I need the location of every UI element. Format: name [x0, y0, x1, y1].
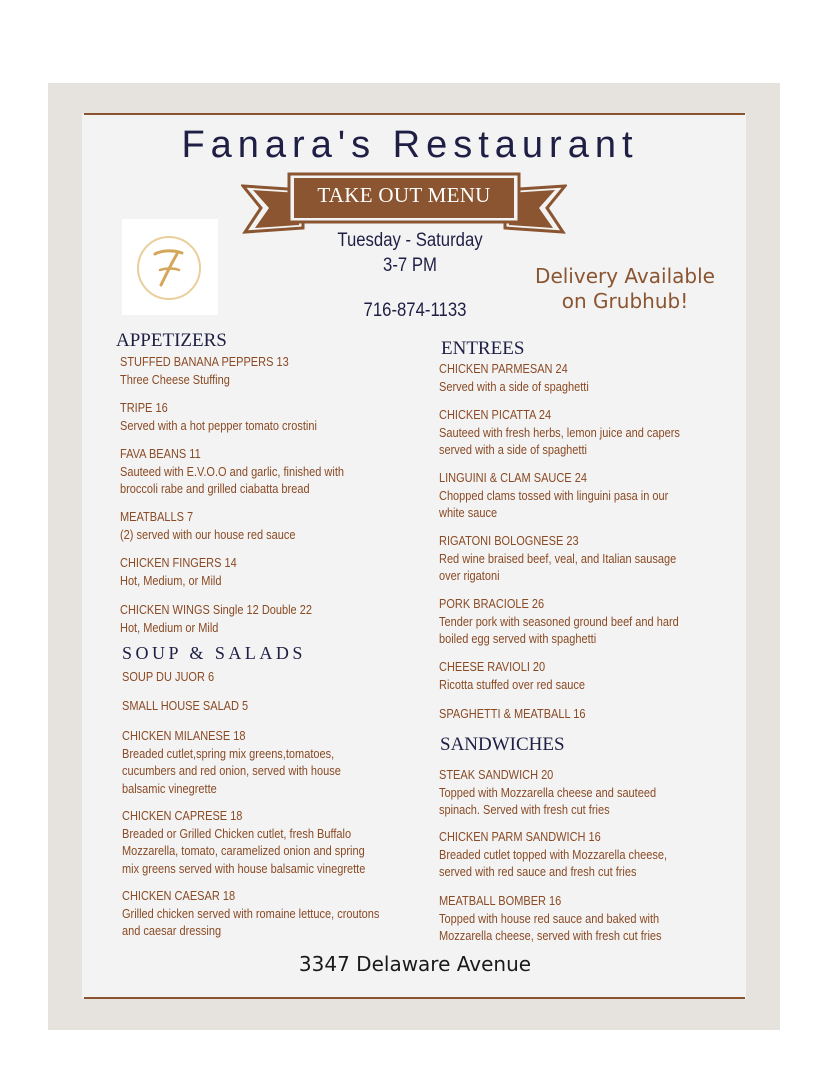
item-description: cucumbers and red onion, served with house [122, 764, 341, 778]
item-description: Breaded cutlet,spring mix greens,tomatoes, [122, 746, 335, 761]
menu-item [439, 893, 662, 946]
menu-item [120, 400, 317, 435]
item-description: Mozzarella cheese, served with fresh cut fries [439, 929, 662, 943]
item-description: over rigatoni [439, 569, 500, 583]
item-description: Breaded cutlet topped with Mozzarella cheese, [439, 847, 668, 862]
item-name: CHICKEN CAESAR 18 [122, 889, 236, 903]
item-description: spinach. Served with fresh cut fries [439, 803, 610, 817]
item-description: Mozzarella, tomato, caramelized onion and spring [122, 844, 365, 858]
item-name: TRIPE 16 [120, 401, 168, 415]
menu-item [120, 509, 295, 544]
item-name: MEATBALLS 7 [120, 510, 194, 524]
item-description: Served with a hot pepper tomato crostini [120, 418, 317, 433]
item-name: CHEESE RAVIOLI 20 [439, 660, 546, 674]
entrees-heading: ENTREES [441, 338, 525, 359]
item-name: SMALL HOUSE SALAD 5 [122, 699, 249, 713]
item-description: Ricotta stuffed over red sauce [439, 677, 585, 692]
f-monogram-icon [122, 219, 218, 315]
item-name: STUFFED BANANA PEPPERS 13 [120, 355, 289, 369]
item-description: white sauce [439, 506, 498, 520]
top-divider [84, 113, 745, 115]
menu-item [439, 407, 680, 460]
menu-item [439, 829, 667, 882]
item-description: Topped with Mozzarella cheese and sauteed [439, 785, 657, 800]
menu-item [122, 698, 248, 716]
menu-item [439, 596, 679, 649]
menu-item [439, 767, 656, 820]
item-description: boiled egg served with spaghetti [439, 632, 597, 646]
item-name: PORK BRACIOLE 26 [439, 597, 545, 611]
item-description: and caesar dressing [122, 924, 222, 938]
item-description: Sauteed with fresh herbs, lemon juice and capers [439, 425, 680, 440]
item-description: Hot, Medium, or Mild [120, 573, 222, 588]
item-description: Red wine braised beef, veal, and Italian sausage [439, 551, 677, 566]
menu-item [439, 361, 589, 396]
item-description: Breaded or Grilled Chicken cutlet, fresh Buffalo [122, 826, 352, 841]
item-description: broccoli rabe and grilled ciabatta bread [120, 482, 310, 496]
item-description: Topped with house red sauce and baked with [439, 911, 660, 926]
item-name: CHICKEN PARMESAN 24 [439, 362, 568, 376]
item-description: served with red sauce and fresh cut fries [439, 865, 637, 879]
hours-open: 3-7 PM [383, 255, 437, 276]
menu-item [122, 888, 379, 941]
delivery-line-1: Delivery Available [535, 264, 715, 288]
delivery-line-2: on Grubhub! [561, 289, 689, 313]
menu-item [439, 470, 668, 523]
item-name: CHICKEN PARM SANDWICH 16 [439, 830, 601, 844]
menu-item [120, 354, 289, 389]
menu-item [122, 669, 214, 687]
item-description: Hot, Medium or Mild [120, 620, 219, 635]
days-open: Tuesday - Saturday [337, 230, 483, 251]
menu-item [120, 602, 312, 637]
menu-item [439, 659, 585, 694]
item-name: CHICKEN CAPRESE 18 [122, 809, 243, 823]
menu-item [120, 446, 344, 499]
item-name: SPAGHETTI & MEATBALL 16 [439, 707, 586, 721]
item-name: CHICKEN WINGS Single 12 Double 22 [120, 603, 312, 617]
item-description: Tender pork with seasoned ground beef and hard [439, 614, 679, 629]
item-name: MEATBALL BOMBER 16 [439, 894, 562, 908]
restaurant-address: 3347 Delaware Avenue [298, 952, 532, 976]
item-description: (2) served with our house red sauce [120, 527, 296, 542]
item-name: CHICKEN MILANESE 18 [122, 729, 246, 743]
menu-item [120, 555, 237, 590]
item-name: SOUP DU JUOR 6 [122, 670, 215, 684]
item-name: CHICKEN PICATTA 24 [439, 408, 552, 422]
take-out-banner-label: TAKE OUT MENU [317, 183, 491, 207]
menu-item [122, 808, 365, 878]
phone-number: 716-874-1133 [363, 300, 467, 321]
item-description: Sauteed with E.V.O.O and garlic, finished with [120, 464, 345, 479]
item-description: Three Cheese Stuffing [120, 372, 230, 387]
item-name: FAVA BEANS 11 [120, 447, 201, 461]
appetizers-heading: APPETIZERS [116, 330, 227, 351]
item-name: CHICKEN FINGERS 14 [120, 556, 237, 570]
logo [122, 219, 218, 315]
item-description: mix greens served with house balsamic vinegrette [122, 861, 366, 876]
sandwiches-heading: SANDWICHES [440, 734, 565, 755]
restaurant-title: Fanara's Restaurant [181, 124, 639, 166]
item-description: served with a side of spaghetti [439, 443, 587, 457]
item-name: STEAK SANDWICH 20 [439, 768, 554, 782]
menu-item [439, 533, 676, 586]
menu-item [439, 706, 586, 724]
soup-salads-heading: SOUP & SALADS [122, 643, 306, 663]
item-name: LINGUINI & CLAM SAUCE 24 [439, 471, 587, 485]
item-description: Grilled chicken served with romaine lettuce, croutons [122, 906, 380, 921]
item-description: balsamic vinegrette [122, 781, 217, 796]
item-description: Served with a side of spaghetti [439, 379, 589, 394]
bottom-divider [84, 997, 745, 999]
menu-item [122, 728, 341, 798]
item-name: RIGATONI BOLOGNESE 23 [439, 534, 579, 548]
item-description: Chopped clams tossed with linguini pasa in our [439, 488, 669, 503]
